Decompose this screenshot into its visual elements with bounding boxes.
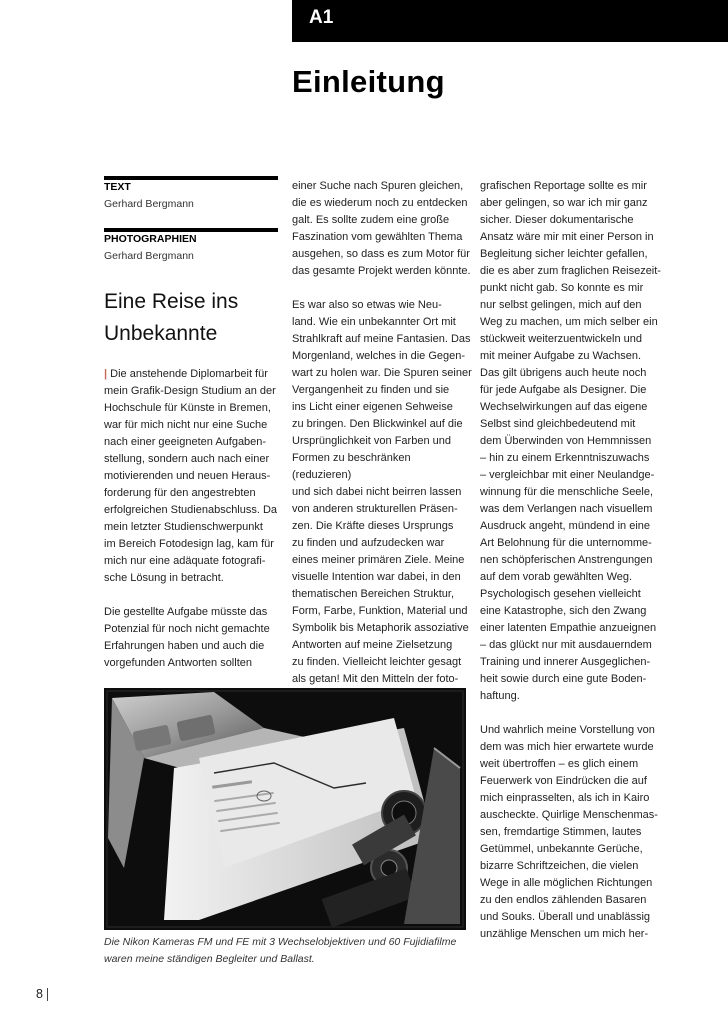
section-header-bar (292, 0, 728, 42)
credits-rule-middle (104, 228, 278, 232)
column-1-paragraph-2: Die gestellte Aufgabe müsste das Potenzial für noch nicht gemachte Erfahrungen haben und auch die vorgefunden Antworten sollten (104, 606, 270, 669)
page-number-separator (47, 988, 48, 1001)
column-2-paragraph-1: einer Suche nach Spuren gleichen, die es wiederum noch zu entdecken galt. Es sollte zudem eine große Faszination vom gewählten Thema ausgehen, so dass es zum Motor für das gesamte Projekt werden könnte. (292, 180, 471, 277)
column-1-paragraph-1 (104, 366, 284, 587)
section-tag: A1 (309, 7, 334, 28)
credits-rule-top (104, 176, 278, 180)
text-column-2 (292, 178, 472, 688)
paragraph-start-marker: | (104, 368, 108, 380)
photo-caption: Die Nikon Kameras FM und FE mit 3 Wechselobjektiven und 60 Fujidiafilme waren meine ständigen Begleiter und Ballast. (104, 936, 457, 965)
text-credit-label: TEXT (104, 181, 131, 193)
column-2-paragraph-2: Es war also so etwas wie Neu- land. Wie ein unbekannter Ort mit Strahlkraft auf meine Fantasien. Das Morgenland, welches in die Gegen- wart zu holen war. Die Spuren seiner Vergangenheit zu finden und sie ins Licht einer eigenen Sehweise zu bringen. Den Blickwinkel auf die Ursprünglichkeit von Farben und Formen zu beschränken (reduzieren) und sich dabei nicht beirren lassen von anderen strukturellen Präsen- zen. Die Kräfte dieses Ursprungs zu finden und aufzudecken war eines meiner primären Ziele. Meine visuelle Intention war dabei, in den thematischen Bereichen Struktur, Form, Farbe, Funktion, Material und Symbolik bis Metaphorik assoziative Antworten auf meine Zielsetzung zu finden. Vielleicht leichter gesagt als getan! Mit den Mitteln der foto- (292, 299, 472, 685)
text-credit-name: Gerhard Bergmann (104, 198, 194, 210)
column-3-paragraph-2: Und wahrlich meine Vorstellung von dem was mich hier erwartete wurde weit übertroffen – es glich einem Feuerwerk von Eindrücken die auf mich einprasselten, als ich in Kairo auscheckte. Quirlige Menschenmas- sen, fremdartige Stimmen, lautes Getümmel, unbekannte Gerüche, bizarre Schriftzeichen, die vielen Wege in alle möglichen Richtungen zu den endlos zählenden Basaren und Souks. Überall und unablässig unzählige Menschen um mich her- (480, 724, 658, 940)
text-column-3 (480, 178, 665, 943)
photo-credit-label: PHOTOGRAPHIEN (104, 233, 197, 245)
column-3-paragraph-1: grafischen Reportage sollte es mir aber gelingen, so war ich mir ganz sicher. Dieser dokumentarische Ansatz wäre mir mit einer Person in Begleitung sicher leichter gefallen, die es aber zum fraglichen Reisezeit- punkt nicht gab. So konnte es mir nur selbst gelingen, mich auf den Weg zu machen, um mich selber ein stückweit weiterzuentwickeln und mit meiner Aufgabe zu Wachsen. Das gilt übrigens auch heute noch für jede Aufgabe als Designer. Die Wechselwirkungen auf das eigene Selbst sind gleichbedeutend mit dem Überwinden von Hemmnissen – hin zu einem Erkenntniszuwachs – vergleichbar mit einer Neulandge- winnung für die menschliche Seele, was dem Verlangen nach visuellem Ausdruck angeht, mündend in eine Art Belohnung für die unternomme- nen schöpferischen Anstrengungen auf dem vorab gewählten Weg. Psychologisch gesehen vielleicht eine Katastrophe, sich den Zwang einer latenten Empathie anzueignen – das glückt nur mit ausdauerndem Training und innerer Ausgeglichen- heit sowie durch eine gute Boden- haftung. (480, 180, 661, 702)
camera-case-photo (104, 688, 466, 930)
photo-credit-name: Gerhard Bergmann (104, 250, 194, 262)
text-column-1 (104, 366, 284, 672)
article-subheading: Eine Reise ins Unbekannte (104, 290, 239, 345)
chapter-title: Einleitung (292, 64, 445, 99)
column-1-paragraph-1-text: Die anstehende Diplomarbeit für mein Grafik-Design Studium an der Hochschule für Künste in Bremen, war für mich nicht nur eine Suche nach einer geeigneten Aufgaben- stellung, sondern auch nach einer motivierenden und neuen Heraus- forderung für den angestrebten erfolgreichen Studienabschluss. Da mein letzter Studienschwerpunkt im Bereich Fotodesign lag, kam für mich nur eine adäquate fotografi- sche Lösung in betracht. (104, 368, 278, 584)
page-number: 8 (36, 987, 43, 1001)
